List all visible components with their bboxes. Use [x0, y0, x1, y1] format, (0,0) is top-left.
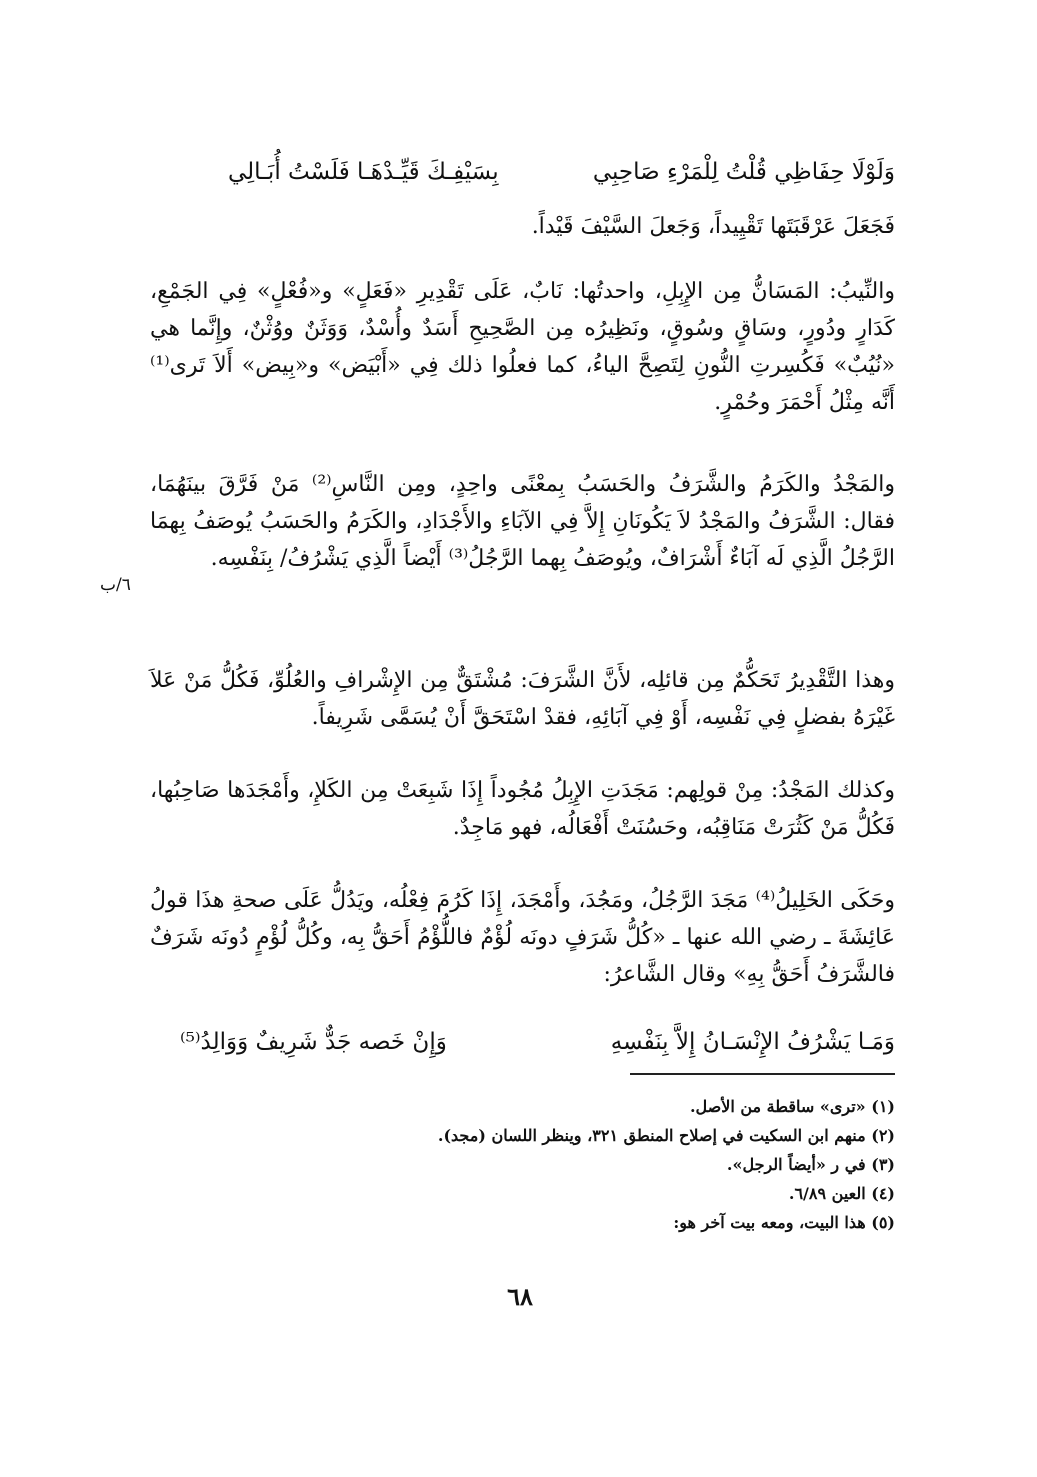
- paragraph-2: والنِّيبُ: المَسَانُّ مِن الإِبِلِ، واحدتُها: نَابٌ، عَلَى تَقْدِيرِ «فَعَلٍ» و«فُعْلٍ» فِي الجَمْعِ، كَدَارٍ ودُورٍ، وسَاقٍ وسُوقٍ، ونَظِيرُه مِن الصَّحِيحِ أَسَدٌ وأُسْدٌ، وَوَثَنٌ ووُثْنٌ، وإِنَّما هي «نُيُبٌ» فَكُسِرتِ النُّونِ لِتَصِحَّ الياءُ، كما فعلُوا ذلك فِي «أَبْيَض» و«بِيض» أَلاَ تَرى⁽¹⁾ أَنَّه مِثْلُ أَحْمَرَ وحُمْرٍ.: [150, 279, 895, 415]
- verse-2-hemistich-2: وَإِنْ خَصه جَدٌّ شَرِيفٌ وَوَالِدُ⁽⁵⁾: [180, 1029, 447, 1055]
- page-number: ٦٨: [507, 1282, 533, 1311]
- verse-line-1: [228, 157, 895, 187]
- footnote-2: (٢) منهم ابن السكيت في إصلاح المنطق ٣٢١، وينظر اللسان (مجد).: [437, 1126, 895, 1145]
- verse-1-hemistich-2: بِسَيْفِـكَ قَيِّـدْهَـا فَلَسْتُ أُبَـالِي: [228, 159, 499, 185]
- footnote-5: (٥) هذا البيت، ومعه بيت آخر هو:: [673, 1213, 895, 1232]
- paragraph-4: وهذا التَّقْدِيرُ تَحَكُّمٌ مِن قائلِه، لأَنَّ الشَّرَفَ: مُشْتَقٌّ مِن الإِشْرافِ والعُلُوِّ، فَكُلُّ مَنْ عَلاَ غَيْرَهُ بفضلٍ فِي نَفْسِه، أَوْ فِي آبَائِهِ، فقدْ اسْتَحَقَّ أَنْ يُسَمَّى شَرِيفاً.: [150, 668, 895, 730]
- verse-1-hemistich-1: وَلَوْلَا حِفَاظِي قُلْتُ لِلْمَرْءِ صَاحِبِي: [592, 159, 895, 185]
- verse-line-2: [180, 1027, 895, 1057]
- manuscript-folio-note: ٦/ب: [100, 575, 131, 595]
- verse-2-hemistich-1: وَمَـا يَشْرُفُ الإِنْسَـانُ إِلاَّ بِنَفْسِهِ: [610, 1029, 895, 1055]
- paragraph-3: والمَجْدُ والكَرَمُ والشَّرَفُ والحَسَبُ بِمعْنًى واحِدٍ، ومِن النَّاسِ⁽²⁾ مَنْ فَرَّقَ بينَهُمَا، فقال: الشَّرَفُ والمَجْدُ لاَ يَكُونَانِ إِلاَّ فِي الآبَاءِ والأَجْدَادِ، والكَرَمُ والحَسَبُ يُوصَفُ بِهمَا الرَّجُلُ الَّذِي لَه آبَاءٌ أَشْرَافٌ، ويُوصَفُ بِهما الرَّجُلُ⁽³⁾ أَيْضاً الَّذِي يَشْرُفُ/ بِنَفْسِه.: [150, 472, 896, 571]
- footnote-separator: [630, 1073, 895, 1075]
- paragraph-5: وكذلك المَجْدُ: مِنْ قولِهم: مَجَدَتِ الإِبِلُ مُجُوداً إِذَا شَبِعَتْ مِن الكَلإِ، وأَمْجَدَها صَاحِبُها، فَكُلُّ مَنْ كَثُرَتْ مَنَاقِبُه، وحَسُنَتْ أَفْعَالُه، فهو مَاجِدٌ.: [150, 778, 895, 840]
- footnote-3: (٣) في ر «أيضاً الرجل».: [726, 1155, 895, 1174]
- paragraph-1: فَجَعَلَ عَرْقَبَتَها تَقْيِيداً، وَجَعلَ السَّيْفَ قَيْداً.: [531, 214, 895, 239]
- footnote-4: (٤) العين ٦/٨٩.: [788, 1184, 895, 1203]
- footnotes: [300, 1092, 895, 1237]
- paragraph-6: وحَكَى الخَلِيلُ⁽⁴⁾ مَجَدَ الرَّجُلُ، ومَجُدَ، وأَمْجَدَ، إِذَا كَرُمَ فِعْلُه، ويَدُلُّ عَلَى صحةِ هذَا قولُ عَائِشَةَ ـ رضي الله عنها ـ «كُلُّ شَرَفٍ دونَه لُؤْمٌ فاللُّؤْمُ أَحَقُّ بِه، وكُلُّ لُؤْمٍ دُونَه شَرَفٌ فالشَّرَفُ أَحَقُّ بِهِ» وقال الشَّاعرُ:: [150, 888, 895, 987]
- footnote-1: (١) «ترى» ساقطة من الأصل.: [689, 1097, 895, 1116]
